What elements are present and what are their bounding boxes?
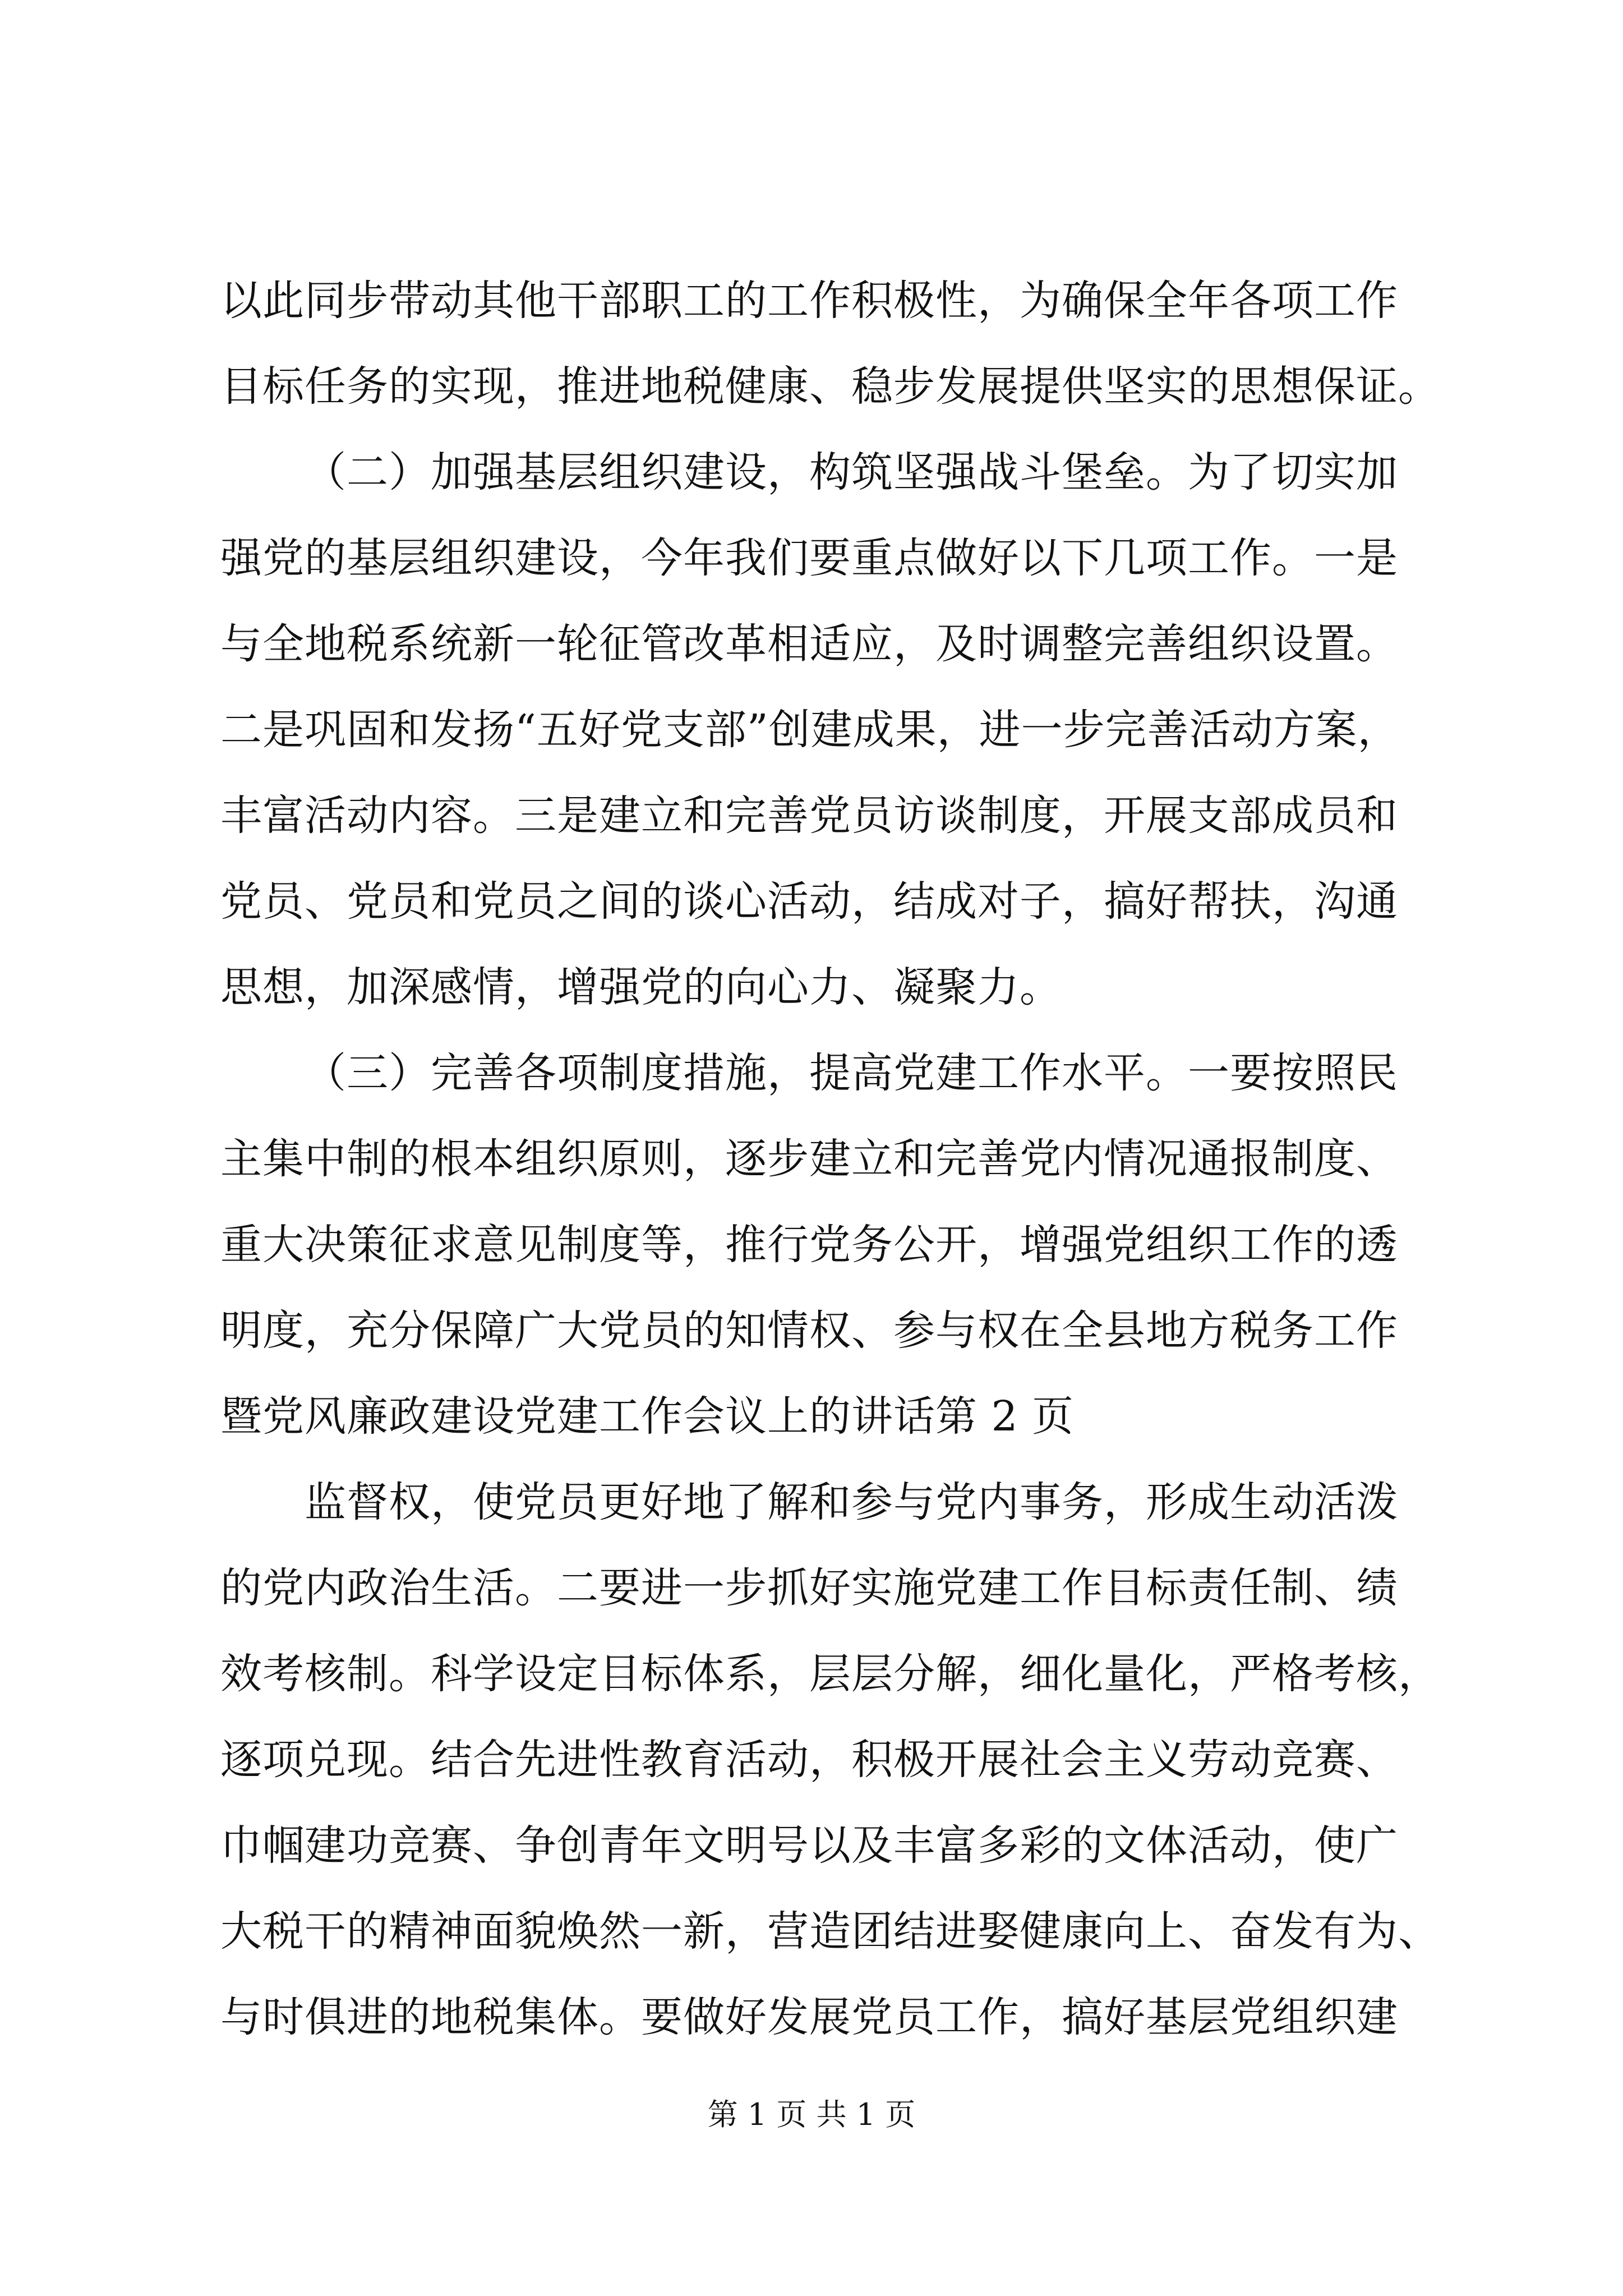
section-heading-line: （三）完善各项制度措施，提高党建工作水平。一要按照民: [305, 1049, 1398, 1097]
text-line: 效考核制。科学设定目标体系，层层分解，细化量化，严格考核，: [220, 1650, 1440, 1698]
text-line: 暨党风廉政建设党建工作会议上的讲话第 2 页: [220, 1392, 1075, 1441]
text-line: 明度，充分保障广大党员的知情权、参与权在全县地方税务工作: [220, 1306, 1398, 1355]
text-line: 丰富活动内容。三是建立和完善党员访谈制度，开展支部成员和: [220, 792, 1398, 840]
text-line: 强党的基层组织建设，今年我们要重点做好以下几项工作。一是: [220, 534, 1398, 582]
text-line: 与时俱进的地税集体。要做好发展党员工作，搞好基层党组织建: [220, 1993, 1398, 2041]
text-line: 重大决策征求意见制度等，推行党务公开，增强党组织工作的透: [220, 1221, 1398, 1269]
document-body: [220, 258, 1440, 2060]
text-line: 以此同步带动其他干部职工的工作积极性，为确保全年各项工作: [220, 277, 1398, 325]
text-line: 思想，加深感情，增强党的向心力、凝聚力。: [220, 963, 1062, 1011]
text-line: 与全地税系统新一轮征管改革相适应，及时调整完善组织设置。: [220, 620, 1398, 668]
paragraph-start-line: 监督权，使党员更好地了解和参与党内事务，形成生动活泼: [305, 1478, 1398, 1526]
text-line: 主集中制的根本组织原则，逐步建立和完善党内情况通报制度、: [220, 1135, 1398, 1183]
text-line: 逐项兑现。结合先进性教育活动，积极开展社会主义劳动竞赛、: [220, 1736, 1398, 1784]
text-line: 的党内政治生活。二要进一步抓好实施党建工作目标责任制、绩: [220, 1564, 1398, 1612]
text-line: 党员、党员和党员之间的谈心活动，结成对子，搞好帮扶，沟通: [220, 877, 1398, 926]
text-line: 巾帼建功竞赛、争创青年文明号以及丰富多彩的文体活动，使广: [220, 1821, 1398, 1870]
text-line: 目标任务的实现，推进地税健康、稳步发展提供坚实的思想保证。: [220, 362, 1440, 411]
page-footer: 第 1 页 共 1 页: [707, 2097, 916, 2132]
text-line: 二是巩固和发扬“五好党支部”创建成果，进一步完善活动方案，: [220, 706, 1400, 754]
section-heading-line: （二）加强基层组织建设，构筑坚强战斗堡垒。为了切实加: [305, 448, 1398, 496]
text-line: 大税干的精神面貌焕然一新，营造团结进娶健康向上、奋发有为、: [220, 1907, 1440, 1955]
